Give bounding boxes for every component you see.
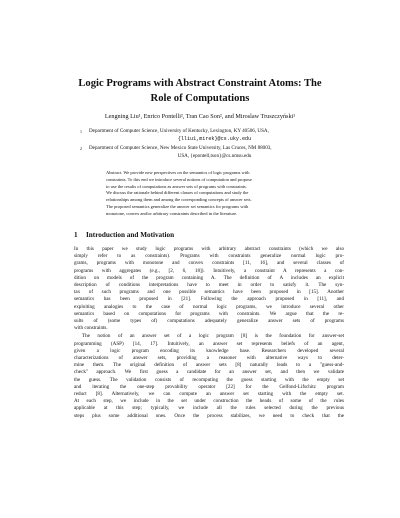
- text-line: applicable at this step; typically, we include all the rules selected during the previous: [74, 405, 344, 412]
- title-line: Role of Computations: [150, 93, 250, 104]
- text-line: check" approach. We first guess a candidate for an answer set, and then we validate: [74, 369, 344, 376]
- affiliation-line: Department of Computer Science, New Mexico State University, Las Cruces, NM 88003,: [89, 145, 272, 151]
- affiliation: [80, 145, 340, 160]
- affiliation-number: 2: [80, 146, 82, 151]
- author-list: Lengning Liu¹, Enrico Pontelli², Tran Cao Son², and Miroslaw Truszczyński¹: [104, 113, 296, 120]
- text-line: characterizations of answer sets, providing a reasoner with alternative ways to deter-: [74, 355, 344, 362]
- abstract-line: constraints. To this end we introduce several notions of computation and propose: [106, 176, 252, 182]
- text-line: description of conditions interpretations have to meet in order to satisfy it. The syn-: [74, 282, 344, 289]
- text-line: In this paper we study logic programs with arbitrary abstract constraints (which we also: [74, 246, 344, 252]
- affiliations: [80, 128, 340, 162]
- paper-title: [60, 76, 340, 106]
- text-line: given a logic program encoding its knowledge base. Researchers developed several: [74, 347, 344, 354]
- text-line: and iterating the one-step provability operator [22] for the Gelfond-Lifschitz program: [74, 383, 344, 390]
- text-line: with constraints.: [74, 325, 108, 332]
- affiliation-email: {lliu1,mirek}@cs.uky.edu: [177, 135, 252, 142]
- title-line: Logic Programs with Abstract Constraint Atoms: The: [78, 78, 322, 89]
- text-line: programming (ASP) [14, 17]. Intuitively, an answer set represents beliefs of an agent,: [74, 340, 344, 347]
- text-line: tax of such programs and one possible semantics have been proposed in [15]. Another: [74, 289, 344, 296]
- text-line: simply refer to as constraints). Programs with constraints generalize normal logic pro-: [74, 253, 344, 260]
- abstract-line: Abstract. We provide new perspectives on the semantics of logic programs with: [106, 170, 250, 175]
- abstract: [106, 170, 324, 218]
- text-line: The notion of an answer set of a logic program [8] is the foundation for answer-set: [82, 333, 344, 340]
- text-line: exploiting analogies to the case of normal logic programs, we introduce several other: [74, 303, 344, 310]
- text-line: dition on models of the program containing A. The definition of A includes an explicit: [74, 274, 344, 281]
- affiliation-line: Department of Computer Science, University of Kentucky, Lexington, KY 40506, USA,: [89, 128, 269, 134]
- abstract-line: We discuss the rationale behind different classes of computations and study the: [106, 190, 249, 196]
- affiliation-number: 1: [80, 129, 82, 134]
- affiliation-email: USA, {epontell,tson}@cs.nmsu.edu: [177, 152, 252, 159]
- section-title: Introduction and Motivation: [86, 231, 175, 239]
- text-line: sults of (some types of) computations adequately generalize answer sets of programs: [74, 318, 344, 325]
- text-line: mine them. The original definition of answer sets [8] naturally leads to a "guess-and-: [74, 362, 344, 369]
- text-line: grams, programs with monotone and convex constraints [11, 16], and several classes of: [74, 260, 344, 267]
- text-line: semantics based on computations for programs with constraints. We argue that the re-: [74, 310, 344, 317]
- paragraph: [74, 246, 344, 332]
- section-number: 1: [74, 231, 78, 239]
- affiliation: [80, 128, 340, 143]
- abstract-line: monotone, convex and/or arbitrary constraints described in the literature.: [106, 210, 238, 216]
- text-line: programs with aggregates (e.g., [2, 6, 18]). Intuitively, a constraint A represents a con-: [74, 267, 344, 274]
- section-heading: [74, 230, 334, 240]
- abstract-line: The proposed semantics generalize the answer set semantics for programs with: [106, 203, 249, 209]
- text-line: the guess. The validation consists of recomputing the guess starting with the empty set: [74, 376, 344, 383]
- abstract-line: to use the results of computations as answer sets of programs with constraints.: [106, 183, 247, 189]
- text-line: steps plus some additional ones. Once the process stabilizes, we need to check that the: [74, 412, 344, 419]
- text-line: At each step, we include in the set under construction the heads of some of the rules: [74, 398, 344, 405]
- text-line: reduct [8]. Alternatively, we can compute an answer set starting with the empty set.: [74, 391, 344, 398]
- body-text: [74, 246, 344, 420]
- abstract-line: relationships among them and among the corresponding concepts of answer sets.: [106, 197, 252, 203]
- paragraph: [74, 333, 344, 419]
- text-line: semantics has been proposed in [21]. Following the approach proposed in [11], and: [74, 296, 344, 303]
